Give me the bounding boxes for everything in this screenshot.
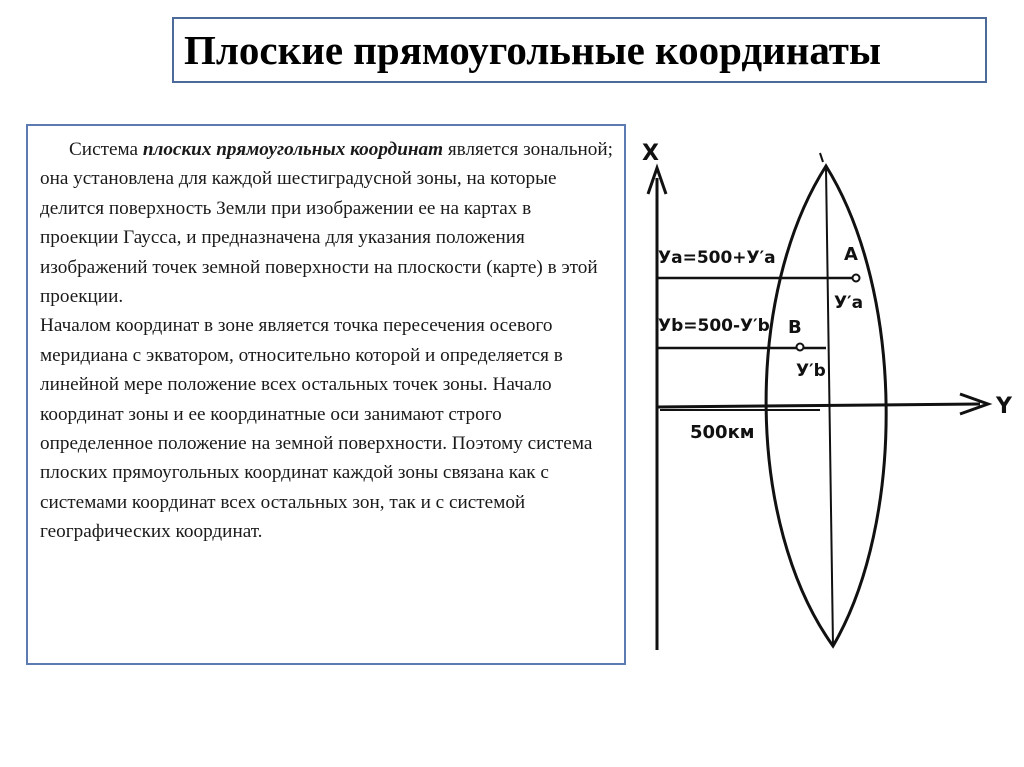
paragraph-2: Началом координат в зоне является точка пересечения осевого меридиана с экватором, относительно которой и определяется в линейной мере положение всех остальных точек зоны. Начало координат зоны и ее координатные оси занимают строго определенное положение на земной поверхности. Поэтому система плоских прямоугольных координат каждой зоны связана как с системами координат всех остальных зон, так и с системой географических координат. <box>40 315 593 543</box>
x-axis-label: X <box>642 141 659 166</box>
point-b-marker <box>797 344 804 351</box>
formula-b: Уb=500-У′b <box>658 316 770 336</box>
point-b-label: B <box>788 317 802 338</box>
zone-coordinate-diagram <box>630 128 1024 668</box>
axial-meridian <box>826 168 833 646</box>
paragraph-1 <box>40 135 614 311</box>
p1-rest: является зональной; она установлена для каждой шестиградусной зоны, на которые делится поверхность Земли при изображении ее на картах в проекции Гаусса, и предназначена для указания положения изображений точек земной поверхности на плоскости (карте) в этой проекции. <box>40 139 613 308</box>
p1-emphasis: плоских прямоугольных координат <box>142 139 444 160</box>
p1-start: Система <box>69 139 143 160</box>
point-a-marker <box>853 275 860 282</box>
y-axis-line <box>657 404 980 407</box>
ya-prime-label: У′a <box>834 293 864 313</box>
text-panel <box>26 124 626 665</box>
yb-prime-label: У′b <box>796 361 826 381</box>
slide-title: Плоские прямоугольные координаты <box>172 17 987 83</box>
diagram-svg <box>630 128 1024 668</box>
zone-top-tick <box>820 153 823 162</box>
point-a-label: A <box>844 244 858 265</box>
formula-a: Уa=500+У′a <box>658 248 776 268</box>
distance-label: 500км <box>690 422 755 443</box>
y-axis-label: Y <box>996 394 1012 419</box>
